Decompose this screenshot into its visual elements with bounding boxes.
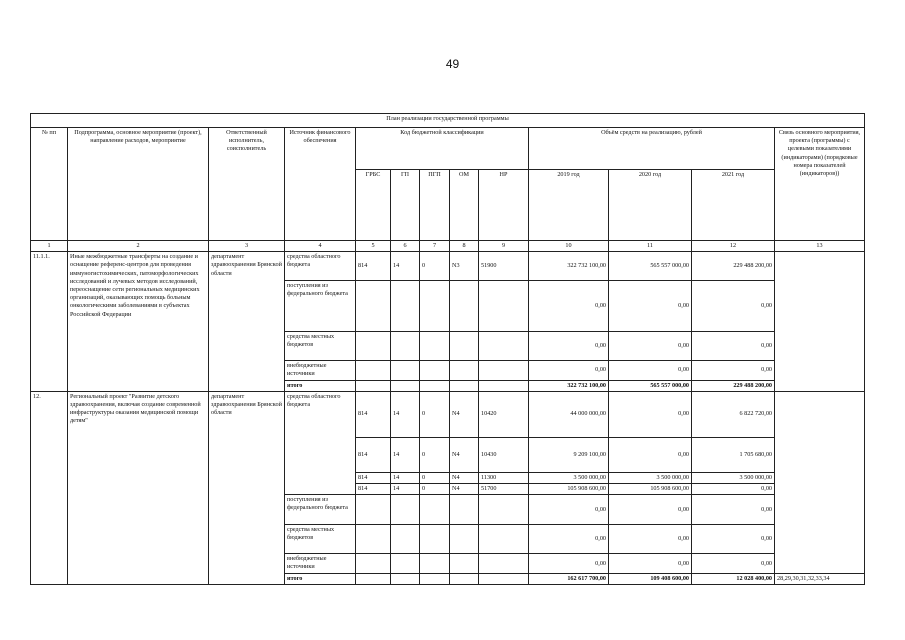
- row-source: внебюджетные источники: [285, 361, 356, 380]
- row-grbs: 814: [356, 391, 391, 437]
- row-2020: 0,00: [609, 554, 692, 574]
- header-2020: 2020 год: [609, 170, 692, 241]
- row-2021: 0,00: [692, 554, 775, 574]
- column-numbers-row: [31, 241, 865, 252]
- header-om: ОМ: [450, 170, 479, 241]
- row-source: итого: [285, 574, 356, 585]
- row-2020: 565 557 000,00: [609, 252, 692, 281]
- row-2019: 0,00: [529, 525, 609, 554]
- header-2021: 2021 год: [692, 170, 775, 241]
- plan-table: [30, 113, 865, 585]
- row-nr: 10420: [479, 391, 529, 437]
- row-pgp: 0: [420, 483, 450, 494]
- row-nr: 51900: [479, 252, 529, 281]
- row-2019: 0,00: [529, 332, 609, 361]
- col-number: 11: [609, 241, 692, 252]
- row-subprogram: Иные межбюджетные трансферты на создание и оснащение референс-центров для проведения иммуногистохимических, патоморфологических исследований и лучевых методов исследований, переоснащение сети региональных медицинских организаций, оказывающих помощь больным онкологическими заболеваниями в субъектах Российской Федерации: [68, 252, 209, 392]
- row-2020: 3 500 000,00: [609, 472, 692, 483]
- row-2019: 3 500 000,00: [529, 472, 609, 483]
- row-source: поступления из федерального бюджета: [285, 281, 356, 332]
- table-row: [31, 391, 865, 437]
- row-2020: 105 908 600,00: [609, 483, 692, 494]
- row-nr: 11300: [479, 472, 529, 483]
- col-number: 7: [420, 241, 450, 252]
- row-om: N4: [450, 437, 479, 472]
- row-pgp: 0: [420, 391, 450, 437]
- col-number: 13: [775, 241, 865, 252]
- col-number: 9: [479, 241, 529, 252]
- row-2021: 12 028 400,00: [692, 574, 775, 585]
- row-link: 28,29,30,31,32,33,34: [775, 574, 865, 585]
- row-om: N4: [450, 483, 479, 494]
- row-2021: 0,00: [692, 483, 775, 494]
- row-2021: 229 488 200,00: [692, 252, 775, 281]
- row-2019: 0,00: [529, 361, 609, 380]
- row-om: N4: [450, 472, 479, 483]
- header-pgp: ПГП: [420, 170, 450, 241]
- row-num: 12.: [31, 391, 68, 585]
- row-2019: 44 000 000,00: [529, 391, 609, 437]
- header-gp: ГП: [391, 170, 420, 241]
- header-executor: Ответственный исполнитель, соисполнитель: [209, 128, 285, 241]
- row-2019: 105 908 600,00: [529, 483, 609, 494]
- col-number: 10: [529, 241, 609, 252]
- row-2021: 229 488 200,00: [692, 380, 775, 391]
- col-number: 5: [356, 241, 391, 252]
- row-2020: 0,00: [609, 391, 692, 437]
- table-title: План реализации государственной программы: [31, 114, 865, 128]
- page-number: 49: [445, 57, 460, 71]
- col-number: 4: [285, 241, 356, 252]
- row-pgp: 0: [420, 252, 450, 281]
- row-gp: 14: [391, 437, 420, 472]
- row-link: [775, 252, 865, 392]
- row-gp: 14: [391, 391, 420, 437]
- row-2020: 565 557 000,00: [609, 380, 692, 391]
- header-nr: НР: [479, 170, 529, 241]
- row-2019: 0,00: [529, 495, 609, 525]
- row-2019: 9 209 100,00: [529, 437, 609, 472]
- row-grbs: 814: [356, 252, 391, 281]
- header-link: Связь основного мероприятия, проекта (программы) с целевыми показателями (индикаторами) (порядковые номера показателей (индикаторов)): [775, 128, 865, 241]
- row-source: средства областного бюджета: [285, 252, 356, 281]
- row-gp: 14: [391, 252, 420, 281]
- col-number: 8: [450, 241, 479, 252]
- row-2020: 109 408 600,00: [609, 574, 692, 585]
- row-2020: 0,00: [609, 332, 692, 361]
- row-pgp: 0: [420, 437, 450, 472]
- row-2019: 162 617 700,00: [529, 574, 609, 585]
- row-om: N3: [450, 252, 479, 281]
- row-2019: 322 732 100,00: [529, 380, 609, 391]
- row-executor: департамент здравоохранения Брянской области: [209, 252, 285, 392]
- col-number: 12: [692, 241, 775, 252]
- row-grbs: 814: [356, 437, 391, 472]
- row-subprogram: Региональный проект "Развитие детского здравоохранения, включая создание современной инфраструктуры оказания медицинской помощи детям": [68, 391, 209, 585]
- col-number: 6: [391, 241, 420, 252]
- row-2020: 0,00: [609, 281, 692, 332]
- row-source: поступления из федерального бюджета: [285, 495, 356, 525]
- header-budget-code: Код бюджетной классификации: [356, 128, 529, 170]
- row-2020: 0,00: [609, 525, 692, 554]
- row-nr: 10430: [479, 437, 529, 472]
- row-gp: 14: [391, 472, 420, 483]
- row-2021: 0,00: [692, 525, 775, 554]
- header-volume: Объём средств на реализацию, рублей: [529, 128, 775, 170]
- row-2021: 0,00: [692, 495, 775, 525]
- row-pgp: 0: [420, 472, 450, 483]
- row-2021: 0,00: [692, 332, 775, 361]
- row-2021: 0,00: [692, 361, 775, 380]
- row-2021: 0,00: [692, 281, 775, 332]
- row-2020: 0,00: [609, 437, 692, 472]
- header-grbs: ГРБС: [356, 170, 391, 241]
- row-2019: 0,00: [529, 281, 609, 332]
- col-number: 1: [31, 241, 68, 252]
- row-source: внебюджетные источники: [285, 554, 356, 574]
- header-subprogram: Подпрограмма, основное мероприятие (проект), направление расходов, мероприятие: [68, 128, 209, 241]
- row-2021: 6 822 720,00: [692, 391, 775, 437]
- row-2021: 3 500 000,00: [692, 472, 775, 483]
- row-grbs: 814: [356, 472, 391, 483]
- row-gp: 14: [391, 483, 420, 494]
- table-row: [31, 252, 865, 281]
- row-source: итого: [285, 380, 356, 391]
- row-om: N4: [450, 391, 479, 437]
- row-grbs: 814: [356, 483, 391, 494]
- row-source: средства местных бюджетов: [285, 332, 356, 361]
- row-2021: 1 705 680,00: [692, 437, 775, 472]
- col-number: 3: [209, 241, 285, 252]
- row-nr: 51700: [479, 483, 529, 494]
- row-2019: 322 732 100,00: [529, 252, 609, 281]
- header-num: № пп: [31, 128, 68, 241]
- col-number: 2: [68, 241, 209, 252]
- row-source: средства областного бюджета: [285, 391, 356, 494]
- row-2019: 0,00: [529, 554, 609, 574]
- row-num: 11.1.1.: [31, 252, 68, 392]
- row-link: [775, 391, 865, 573]
- header-source: Источник финансового обеспечения: [285, 128, 356, 241]
- header-2019: 2019 год: [529, 170, 609, 241]
- row-2020: 0,00: [609, 361, 692, 380]
- row-source: средства местных бюджетов: [285, 525, 356, 554]
- row-2020: 0,00: [609, 495, 692, 525]
- row-executor: департамент здравоохранения Брянской области: [209, 391, 285, 585]
